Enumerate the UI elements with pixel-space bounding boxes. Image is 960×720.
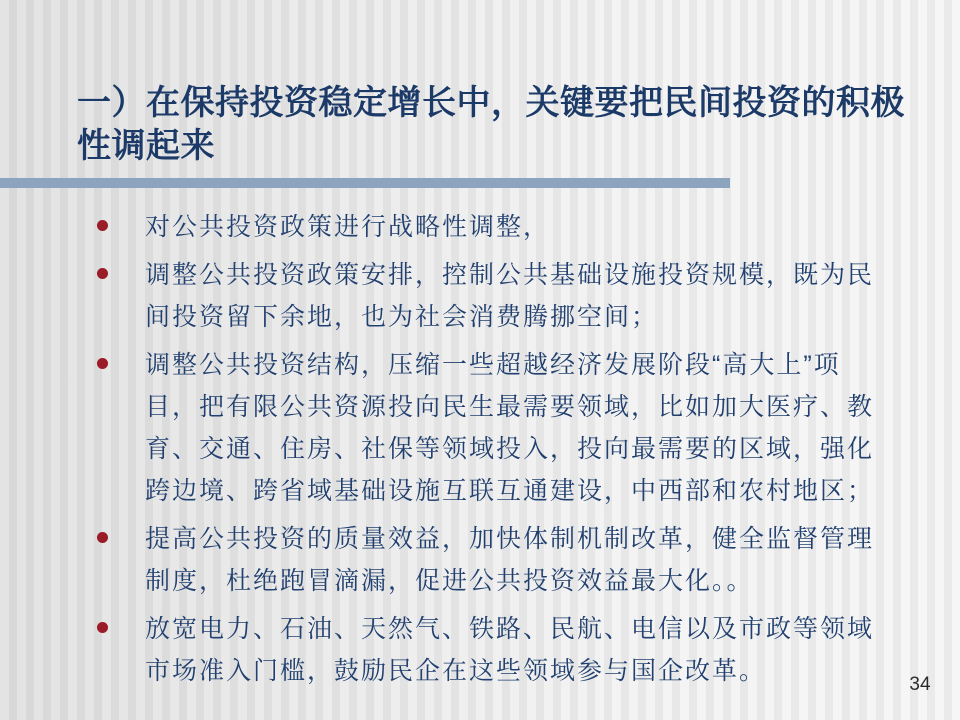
bullet-text-line: 育、交通、住房、社保等领域投入，投向最需要的区域，强化: [145, 435, 875, 463]
bullet-text-line: 放宽电力、石油、天然气、铁路、民航、电信以及市政等领域: [145, 615, 875, 643]
bullet-item-3: [78, 344, 908, 512]
slide-title-line-1: 一）在保持投资稳定增长中，关键要把民间投资的积极: [77, 84, 905, 122]
bullet-text-line: 对公共投资政策进行战略性调整，: [145, 213, 551, 241]
bullet-item-1: [78, 206, 908, 248]
bullet-text-line: 目，把有限公共资源投向民生最需要领域，比如加大医疗、教: [145, 393, 875, 421]
bullet-item-2: [78, 254, 908, 338]
bullet-item-5: [78, 608, 908, 692]
bullet-dot-icon: [97, 268, 108, 279]
bullet-text-line: 调整公共投资结构，压缩一些超越经济发展阶段“高大上”项: [145, 351, 841, 379]
page-number: 34: [909, 674, 931, 695]
bullet-text-line: 调整公共投资政策安排，控制公共基础设施投资规模，既为民: [145, 261, 875, 289]
title-divider-bar: [0, 178, 730, 188]
slide-title: [77, 82, 927, 168]
bullet-text-line: 间投资留下余地，也为社会消费腾挪空间；: [145, 303, 659, 331]
bullet-text-line: 跨边境、跨省域基础设施互联互通建设，中西部和农村地区；: [145, 477, 875, 505]
slide-title-line-2: 性调起来: [77, 127, 215, 165]
bullet-text-line: 市场准入门槛，鼓励民企在这些领域参与国企改革。: [145, 657, 767, 685]
bullet-dot-icon: [97, 358, 108, 369]
bullet-item-4: [78, 518, 908, 602]
bullet-dot-icon: [97, 220, 108, 231]
bullet-dot-icon: [97, 532, 108, 543]
bullet-list: [78, 206, 908, 698]
bullet-text-line: 制度，杜绝跑冒滴漏，促进公共投资效益最大化。。: [145, 567, 754, 595]
bullet-dot-icon: [97, 622, 108, 633]
bullet-text-line: 提高公共投资的质量效益，加快体制机制改革，健全监督管理: [145, 525, 875, 553]
